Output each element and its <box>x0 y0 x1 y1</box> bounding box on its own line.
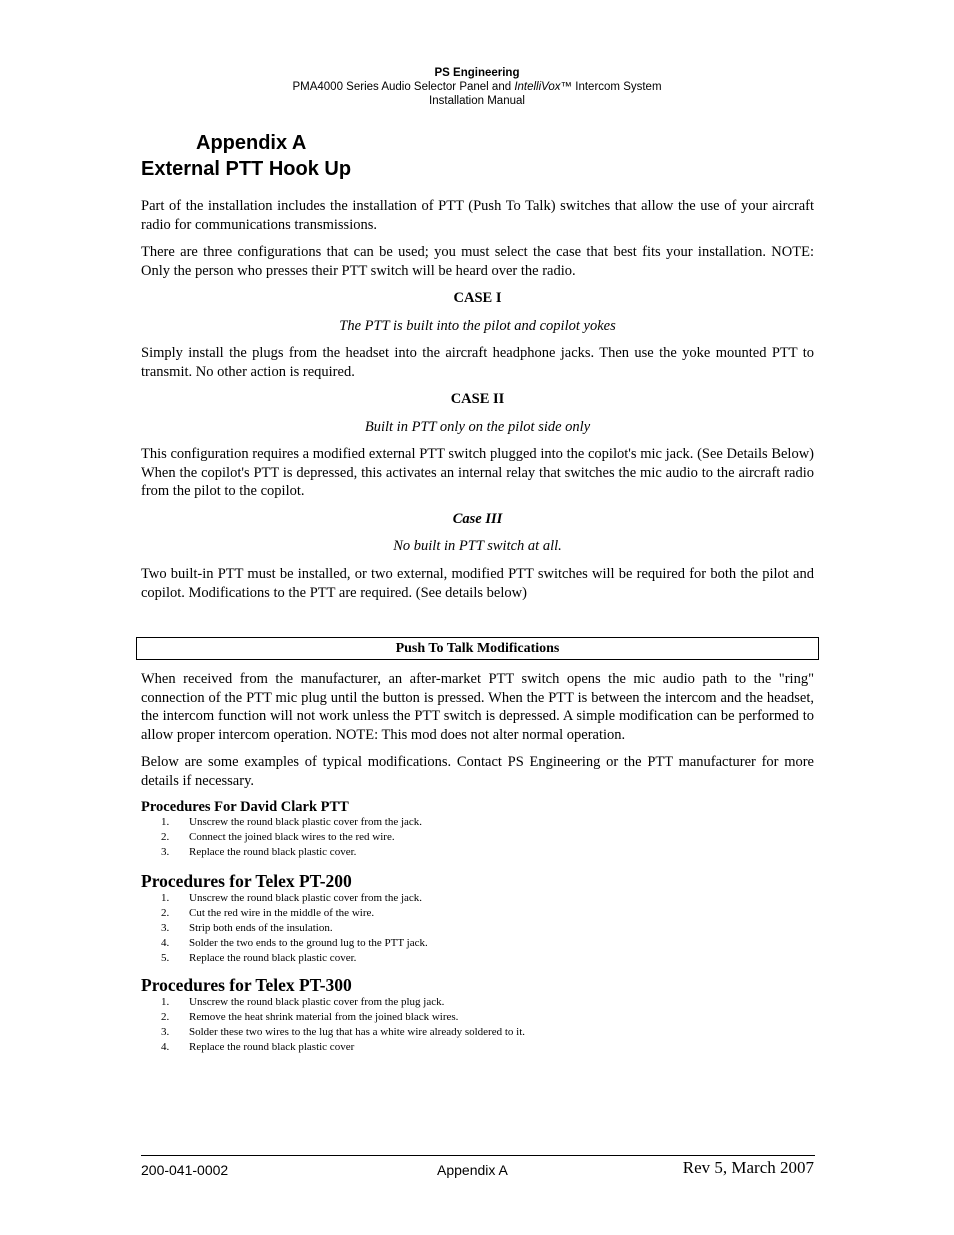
case-2-label: CASE II <box>450 391 505 407</box>
list-item: 2. Cut the red wire in the middle of the wire. <box>161 907 375 919</box>
appendix-title: Appendix A <box>196 132 307 154</box>
procedure-list-telex-pt200 <box>141 891 741 966</box>
header-product-post: Intercom System <box>572 81 662 93</box>
list-item: 1. Unscrew the round black plastic cover from the jack. <box>161 892 423 904</box>
list-item: 3. Strip both ends of the insulation. <box>161 922 333 934</box>
footer-divider <box>141 1155 815 1156</box>
case-3-text: Two built-in PTT must be installed, or two external, modified PTT switches will be required for both the pilot and copilot. Modifications to the PTT are required. (See details below) <box>141 566 814 601</box>
header-company: PS Engineering <box>434 67 520 79</box>
list-item: 1. Unscrew the round black plastic cover from the jack. <box>161 816 423 828</box>
section-box-title: Push To Talk Modifications <box>136 637 819 660</box>
list-item: 1. Unscrew the round black plastic cover from the plug jack. <box>161 996 445 1008</box>
case-2-text: This configuration requires a modified external PTT switch plugged into the copilot's mic jack. (See Details Below) When the copilot's PTT is depressed, this activates an internal relay that switches the mic audio to the aircraft radio from the pilot to the copilot. <box>141 446 814 499</box>
page-title: External PTT Hook Up <box>141 158 352 180</box>
case-3-subtitle: No built in PTT switch at all. <box>393 538 562 554</box>
case-1-text: Simply install the plugs from the headset into the aircraft headphone jacks. Then use the yoke mounted PTT to transmit. No other action is required. <box>141 345 814 380</box>
procedure-list-david-clark <box>141 815 741 860</box>
case-2-subtitle: Built in PTT only on the pilot side only <box>364 419 591 435</box>
header-product-em: IntelliVox™ <box>514 81 573 93</box>
mods-paragraph-1: When received from the manufacturer, an after-market PTT switch opens the mic audio path to the "ring" connection of the PTT mic plug until the button is pressed. When the PTT is between the intercom and the headset, the intercom function will not work unless the PTT switch is depressed. A simple modification can be performed to allow proper intercom operation. NOTE: This mod does not alter normal operation. <box>141 671 814 743</box>
procedure-list-telex-pt300 <box>141 995 741 1055</box>
list-item: 2. Connect the joined black wires to the red wire. <box>161 831 395 843</box>
list-item: 4. Replace the round black plastic cover <box>161 1041 355 1053</box>
case-1-label: CASE I <box>453 290 502 306</box>
footer-revision: Rev 5, March 2007 <box>682 1158 814 1177</box>
list-item: 2. Remove the heat shrink material from the joined black wires. <box>161 1011 459 1023</box>
header-manual-type: Installation Manual <box>429 95 525 107</box>
procedure-title-david-clark: Procedures For David Clark PTT <box>141 799 349 815</box>
case-1-subtitle: The PTT is built into the pilot and copilot yokes <box>339 318 616 334</box>
procedure-title-telex-pt200: Procedures for Telex PT-200 <box>141 871 352 891</box>
header-product-pre: PMA4000 Series Audio Selector Panel and <box>292 81 515 93</box>
procedure-title-telex-pt300: Procedures for Telex PT-300 <box>141 975 352 995</box>
list-item: 4. Solder the two ends to the ground lug to the PTT jack. <box>161 937 428 949</box>
footer-section: Appendix A <box>437 1162 508 1178</box>
intro-paragraph-2: There are three configurations that can be used; you must select the case that best fits your installation. NOTE: Only the person who presses their PTT switch will be heard over the radio. <box>141 244 814 279</box>
header-product-line <box>0 80 954 94</box>
mods-paragraph-2: Below are some examples of typical modifications. Contact PS Engineering or the PTT manufacturer for more details if necessary. <box>141 754 814 789</box>
list-item: 3. Solder these two wires to the lug that has a white wire already soldered to it. <box>161 1026 526 1038</box>
footer-doc-number: 200-041-0002 <box>141 1162 229 1178</box>
case-3-label: Case III <box>452 511 503 527</box>
list-item: 5. Replace the round black plastic cover. <box>161 952 357 964</box>
list-item: 3. Replace the round black plastic cover. <box>161 846 357 858</box>
intro-paragraph-1: Part of the installation includes the installation of PTT (Push To Talk) switches that allow the use of your aircraft radio for communications transmissions. <box>141 198 814 233</box>
